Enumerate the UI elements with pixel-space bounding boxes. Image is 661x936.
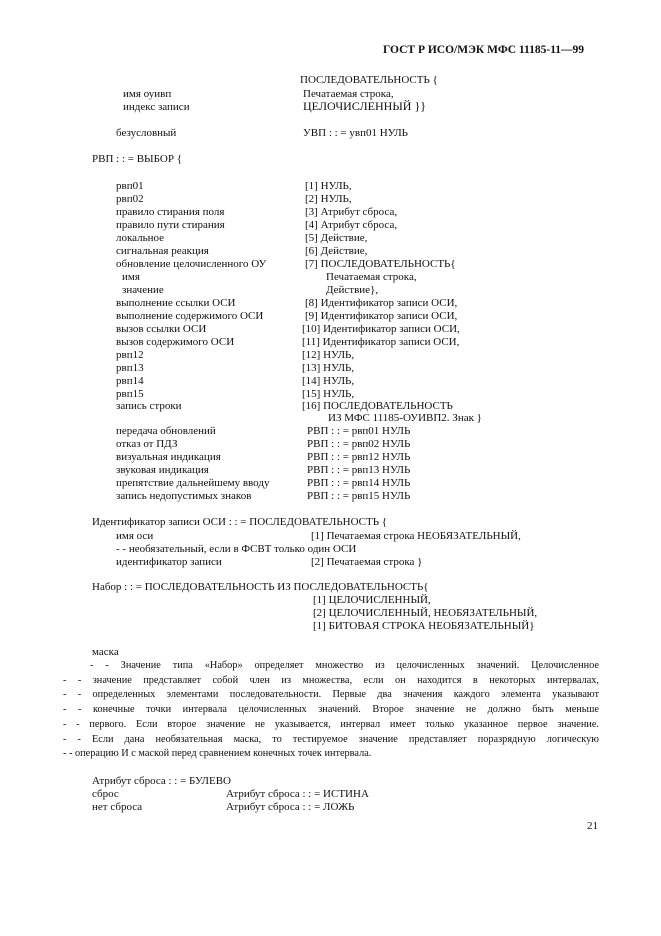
field-type: Печатаемая строка, <box>303 88 394 100</box>
paragraph-line: - - первого. Если второе значение не указывается, интервал имеет только указанное первое значение. <box>63 718 599 730</box>
choice-name: значение <box>122 284 164 296</box>
choice-def: [4] Атрибут сброса, <box>305 219 398 231</box>
choice-def: [16] ПОСЛЕДОВАТЕЛЬНОСТЬ <box>302 400 453 412</box>
rvp-name: препятствие дальнейшему вводу <box>116 477 270 489</box>
choice-name: правило пути стирания <box>116 219 225 231</box>
osi-comment: - - необязательный, если в ФСВТ только один ОСИ <box>116 543 357 555</box>
paragraph-line: - - Если дана необязательная маска, то тестируемое значение представляет поразрядную логическую <box>63 733 599 745</box>
rvp-choice-def: РВП : : = ВЫБОР { <box>92 153 182 165</box>
rvp-name: визуальная индикация <box>116 451 221 463</box>
choice-def: [7] ПОСЛЕДОВАТЕЛЬНОСТЬ{ <box>305 258 456 270</box>
rvp-name: звуковая индикация <box>116 464 209 476</box>
choice-name: выполнение ссылки ОСИ <box>116 297 236 309</box>
choice-def: [3] Атрибут сброса, <box>305 206 398 218</box>
page-header: ГОСТ Р ИСО/МЭК МФС 11185-11—99 <box>383 44 585 56</box>
choice-def: [14] НУЛЬ, <box>302 375 355 387</box>
record-def: [2] Печатаемая строка } <box>311 556 423 568</box>
choice-name: рвп15 <box>116 388 144 400</box>
mask-paragraph <box>63 659 599 762</box>
set-item: [1] ЦЕЛОЧИСЛЕННЫЙ, <box>313 594 431 606</box>
choice-name: рвп13 <box>116 362 144 374</box>
paragraph-line: - - Значение типа «Набор» определяет множество из целочисленных значений. Целочисленное <box>90 660 599 671</box>
field-type: ЦЕЛОЧИСЛЕННЫЙ }} <box>303 99 426 113</box>
choice-def: [6] Действие, <box>305 245 368 257</box>
choice-def: Печатаемая строка, <box>326 271 417 283</box>
choice-name: выполнение содержимого ОСИ <box>116 310 264 322</box>
reset-value: Атрибут сброса : : = ИСТИНА <box>226 788 369 800</box>
rvp-name: запись недопустимых знаков <box>116 490 252 502</box>
osi-id-def: Идентификатор записи ОСИ : : = ПОСЛЕДОВАТЕЛЬНОСТЬ { <box>92 516 388 528</box>
paragraph-line: - - операцию И с маской перед сравнением конечных точек интервала. <box>63 748 372 760</box>
paragraph-line: - - конечные точки интервала целочисленных значений. Второе значение не должно быть меньше <box>63 704 599 716</box>
paragraph-line: - - значение представляет собой член из множества, если он находится в некоторых интервалах, <box>63 674 599 686</box>
choice-def: [15] НУЛЬ, <box>302 388 355 400</box>
rvp-def: РВП : : = рвп12 НУЛЬ <box>307 451 411 463</box>
reset-def: Атрибут сброса : : = БУЛЕВО <box>92 775 231 787</box>
paragraph-line: - - определенных элементами последовательности. Первые два значения каждого элемента указывают <box>63 689 599 701</box>
field-name: имя оуивп <box>123 88 172 100</box>
choice-def: [1] НУЛЬ, <box>305 180 352 192</box>
choice-name: рвп01 <box>116 180 144 192</box>
choice-name: правило стирания поля <box>116 206 225 218</box>
rvp-name: передача обновлений <box>116 425 216 437</box>
choice-name: обновление целочисленного ОУ <box>116 258 267 270</box>
unconditional-name: безусловный <box>116 127 177 139</box>
choice-def: [13] НУЛЬ, <box>302 362 355 374</box>
rvp-def: РВП : : = рвп01 НУЛЬ <box>307 425 411 437</box>
unconditional-def: УВП : : = увп01 НУЛЬ <box>303 127 408 139</box>
record-name: идентификатор записи <box>116 556 222 568</box>
choice-def: [11] Идентификатор записи ОСИ, <box>302 336 460 348</box>
choice-name: вызов содержимого ОСИ <box>116 336 235 348</box>
choice-def: [2] НУЛЬ, <box>305 193 352 205</box>
choice-def-cont: ИЗ МФС 11185-ОУИВП2. Знак } <box>328 412 482 424</box>
choice-name: локальное <box>116 232 165 244</box>
rvp-def: РВП : : = рвп15 НУЛЬ <box>307 490 411 502</box>
reset-name: сброс <box>92 788 119 800</box>
axis-def: [1] Печатаемая строка НЕОБЯЗАТЕЛЬНЫЙ, <box>311 530 521 542</box>
choice-def: [9] Идентификатор записи ОСИ, <box>305 310 458 322</box>
choice-def: Действие}, <box>326 284 379 296</box>
reset-name: нет сброса <box>92 801 143 813</box>
set-item: [2] ЦЕЛОЧИСЛЕННЫЙ, НЕОБЯЗАТЕЛЬНЫЙ, <box>313 607 538 619</box>
choice-name: рвп02 <box>116 193 144 205</box>
choice-name: запись строки <box>116 400 182 412</box>
axis-name: имя оси <box>116 530 154 542</box>
field-name: индекс записи <box>123 101 190 113</box>
choice-name: вызов ссылки ОСИ <box>116 323 207 335</box>
choice-name: имя <box>122 271 140 283</box>
rvp-name: отказ от ПДЗ <box>116 438 178 450</box>
rvp-def: РВП : : = рвп13 НУЛЬ <box>307 464 411 476</box>
mask-label: маска <box>92 646 119 658</box>
choice-def: [12] НУЛЬ, <box>302 349 355 361</box>
set-def: Набор : : = ПОСЛЕДОВАТЕЛЬНОСТЬ ИЗ ПОСЛЕДОВАТЕЛЬНОСТЬ{ <box>92 581 429 593</box>
rvp-def: РВП : : = рвп02 НУЛЬ <box>307 438 411 450</box>
choice-name: рвп14 <box>116 375 144 387</box>
choice-name: рвп12 <box>116 349 144 361</box>
choice-def: [8] Идентификатор записи ОСИ, <box>305 297 458 309</box>
reset-value: Атрибут сброса : : = ЛОЖЬ <box>226 801 355 813</box>
choice-def: [5] Действие, <box>305 232 368 244</box>
page-number: 21 <box>587 820 598 832</box>
choice-name: сигнальная реакция <box>116 245 209 257</box>
set-item: [1] БИТОВАЯ СТРОКА НЕОБЯЗАТЕЛЬНЫЙ} <box>313 620 535 632</box>
sequence-open: ПОСЛЕДОВАТЕЛЬНОСТЬ { <box>300 74 438 86</box>
rvp-def: РВП : : = рвп14 НУЛЬ <box>307 477 411 489</box>
choice-def: [10] Идентификатор записи ОСИ, <box>302 323 460 335</box>
